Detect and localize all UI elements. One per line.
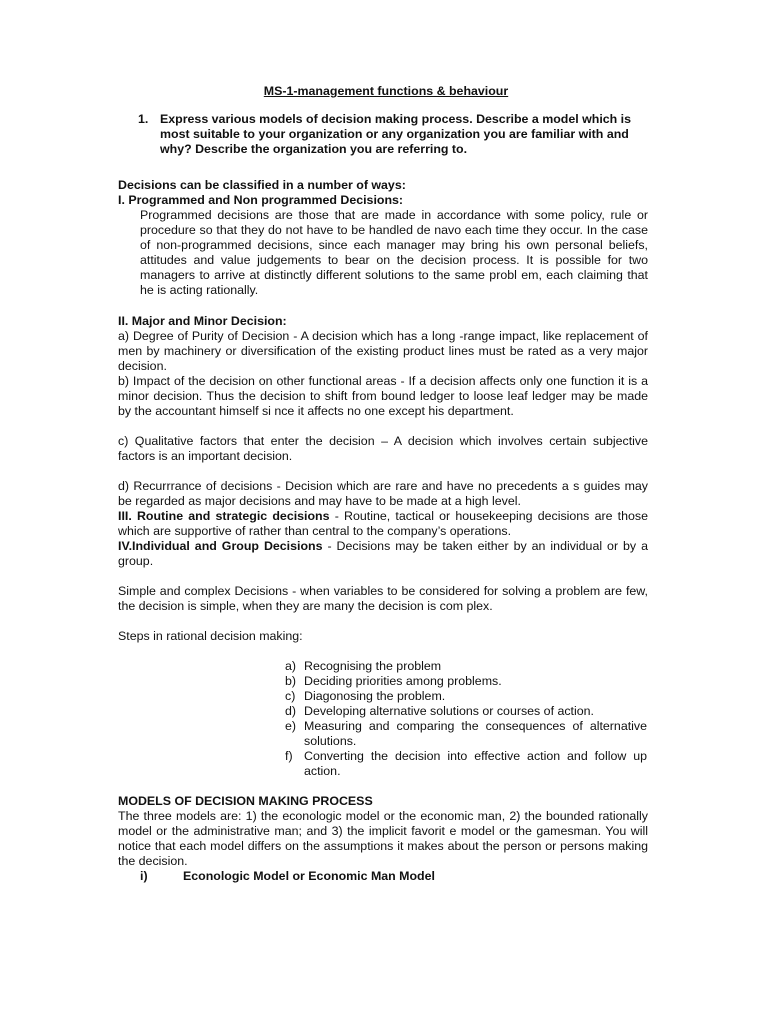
steps-intro: Steps in rational decision making: — [118, 629, 303, 643]
step-label: f) — [285, 749, 293, 763]
list-item — [285, 719, 647, 749]
section-2-item-a: a) Degree of Purity of Decision - A decision which has a long -range impact, like replacement of men by machinery or diversification of the existing product lines must be rated as a very major decision. — [118, 329, 648, 373]
section-4 — [118, 539, 648, 569]
list-item — [285, 674, 647, 689]
models-heading: MODELS OF DECISION MAKING PROCESS — [118, 794, 373, 808]
list-item — [285, 704, 647, 719]
step-text: Developing alternative solutions or courses of action. — [304, 704, 594, 718]
step-text: Recognising the problem — [304, 659, 442, 673]
question-number: 1. — [138, 112, 149, 126]
step-text: Converting the decision into effective action and follow up action. — [304, 749, 647, 778]
question-1 — [138, 112, 648, 157]
step-text: Measuring and comparing the consequences of alternative solutions. — [304, 719, 647, 748]
list-item — [285, 689, 647, 704]
models-subheading — [140, 869, 648, 884]
section-2-item-d: d) Recurrrance of decisions - Decision which are rare and have no precedents a s guides may be regarded as major decisions and may have to be made at a high level. — [118, 479, 648, 508]
question-text: Express various models of decision making process. Describe a model which is most suitable to your organization or any organization you are familiar with and why? Describe the organization you are referring to. — [160, 112, 632, 156]
section-4-heading: IV.Individual and Group Decisions — [118, 539, 323, 553]
step-label: a) — [285, 659, 297, 673]
step-label: d) — [285, 704, 297, 718]
list-item — [285, 749, 647, 779]
document-title: MS-1-management functions & behaviour — [263, 84, 509, 98]
section-2-item-b: b) Impact of the decision on other functional areas - If a decision affects only one function it is a minor decision. Thus the decision to shift from bound ledger to loose leaf ledger may be made by the accountant himself si nce it affects no one except his department. — [118, 374, 648, 418]
step-label: e) — [285, 719, 297, 733]
models-subheading-number: i) — [140, 869, 148, 883]
section-3-heading: III. Routine and strategic decisions — [118, 509, 330, 523]
steps-list — [285, 659, 647, 779]
list-item — [285, 659, 647, 674]
section-3 — [118, 509, 648, 539]
section-1-heading: I. Programmed and Non programmed Decisions: — [118, 193, 404, 207]
models-body: The three models are: 1) the econologic model or the economic man, 2) the bounded rationally model or the administrative man; and 3) the implicit favorit e model or the gamesman. You will notice that each model differs on the assumptions it makes about the person or persons making the decision. — [118, 809, 648, 868]
section-1-body: Programmed decisions are those that are made in accordance with some policy, rule or procedure so that they do not have to be handled de navo each time they occur. In the case of non-programmed decisions, since each manager may bring his own personal beliefs, attitudes and value judgements to bear on the decision process. It is possible for two managers to arrive at distinctly different solutions to the same probl em, each claiming that he is acting rationally. — [140, 208, 648, 297]
simple-complex-decisions: Simple and complex Decisions - when variables to be considered for solving a problem are few, the decision is simple, when they are many the decision is com plex. — [118, 584, 648, 613]
section-4-body: - Decisions may be taken either by an individual or by a group. — [118, 539, 648, 568]
models-subheading-text: Econologic Model or Economic Man Model — [183, 869, 435, 883]
classification-intro: Decisions can be classified in a number of ways: — [118, 178, 406, 192]
step-label: b) — [285, 674, 297, 688]
step-label: c) — [285, 689, 296, 703]
section-2-item-c: c) Qualitative factors that enter the decision – A decision which involves certain subjective factors is an important decision. — [118, 434, 648, 463]
section-3-body: - Routine, tactical or housekeeping decisions are those which are supportive of rather than central to the company’s operations. — [118, 509, 648, 538]
document-page — [118, 84, 648, 884]
step-text: Diagonosing the problem. — [304, 689, 446, 703]
section-2-heading: II. Major and Minor Decision: — [118, 314, 287, 328]
step-text: Deciding priorities among problems. — [304, 674, 502, 688]
